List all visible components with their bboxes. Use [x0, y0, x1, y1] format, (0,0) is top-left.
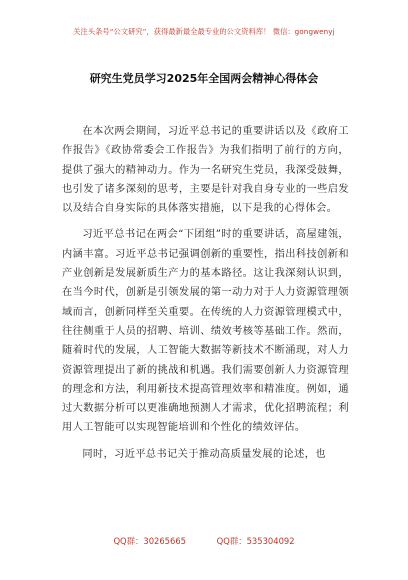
document-title: 研究生党员学习2025年全国两会精神心得体会 — [89, 72, 319, 85]
paragraph-intro: 在本次两会期间，习近平总书记的重要讲话以及《政府工作报告》《政协常委会工作报告》为我们指明了前行的方向，提供了强大的精神动力。作为一名研究生党员，我深受鼓舞，也引发了诸多深刻的思考，主要是针对我自身专业的一些启发以及结合自身实际的具体落实措施，以下是我的心得体会。 — [62, 126, 349, 215]
footer-qq-group-1: QQ群：30265665 — [113, 536, 186, 546]
paragraph-innovation: 习近平总书记在两会“下团组”时的重要讲话，高屋建瓴，内涵丰富。习近平总书记强调创新的重要性，指出科技创新和产业创新是发展新质生产力的基本路径。这让我深刻认识到，在当今时代，创新是引领发展的第一动力对于人力资源管理领域而言，创新同样至关重要。在传统的人力资源管理模式中，往往侧重于人员的招聘、培训、绩效考核等基础工作。然而，随着时代的发展，人工智能大数据等新技术不断涌现，对人力资源管理提出了新的挑战和机遇。我们需要创新人力资源管理的理念和方法，利用新技术提高管理效率和精准度。例如，通过大数据分析可以更准确地预测人才需求，优化招聘流程；利用人工智能可以实现智能培训和个性化的绩效评估。 — [62, 229, 349, 434]
footer-qq-group-2: QQ群：535304092 — [216, 536, 295, 546]
promo-banner: 关注头条号“公文研究”，获得最新最全最专业的公文资料库！ 微信：gongwenyj — [73, 27, 335, 36]
document-body — [62, 122, 349, 471]
footer-contact — [0, 535, 408, 547]
paragraph-quality-development: 同时，习近平总书记关于推动高质量发展的论述，也 — [82, 448, 326, 460]
